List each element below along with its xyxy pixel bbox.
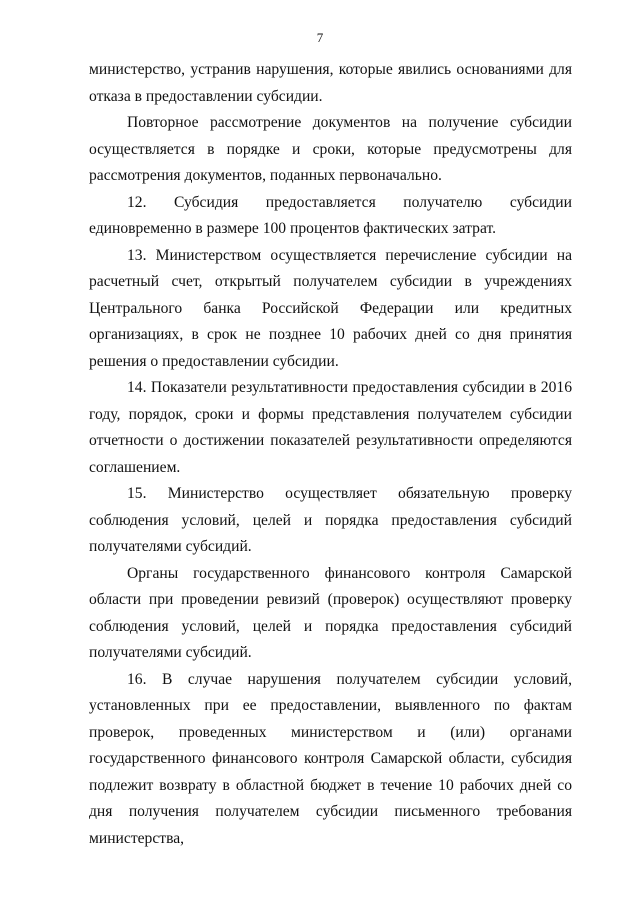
page-number: 7	[316, 30, 324, 45]
paragraph-resubmission: Повторное рассмотрение документов на получение субсидии осуществляется в порядке и сроки, которые предусмотрены для рассмотрения документов, поданных первоначально.	[89, 114, 572, 184]
paragraph-14: 14. Показатели результативности предоставления субсидии в 2016 году, порядок, сроки и формы представления получателем субсидии отчетности о достижении показателей результативности определяются соглашением.	[89, 379, 572, 476]
paragraph-13: 13. Министерством осуществляется перечисление субсидии на расчетный счет, открытый получателем субсидии в учреждениях Центрального банка Российской Федерации или кредитных организациях, в срок не позднее 10 рабочих дней со дня принятия решения о предоставлении субсидии.	[89, 246, 572, 370]
paragraph-15: 15. Министерство осуществляет обязательную проверку соблюдения условий, целей и порядка предоставления субсидий получателями субсидий.	[89, 485, 572, 555]
paragraph-12: 12. Субсидия предоставляется получателю субсидии единовременно в размере 100 процентов фактических затрат.	[89, 193, 572, 237]
paragraph-continuation: министерство, устранив нарушения, которые явились основаниями для отказа в предоставлении субсидии.	[89, 61, 572, 105]
document-body	[89, 57, 572, 852]
paragraph-16: 16. В случае нарушения получателем субсидии условий, установленных при ее предоставлении, выявленного по фактам проверок, проведенных министерством и (или) органами государственного финансового контроля Самарской области, субсидия подлежит возврату в областной бюджет в течение 10 рабочих дней со дня получения получателем субсидии письменного требования министерства,	[89, 670, 572, 847]
paragraph-control-bodies: Органы государственного финансового контроля Самарской области при проведении ревизий (проверок) осуществляют проверку соблюдения условий, целей и порядка предоставления субсидий получателями субсидий.	[89, 564, 572, 661]
